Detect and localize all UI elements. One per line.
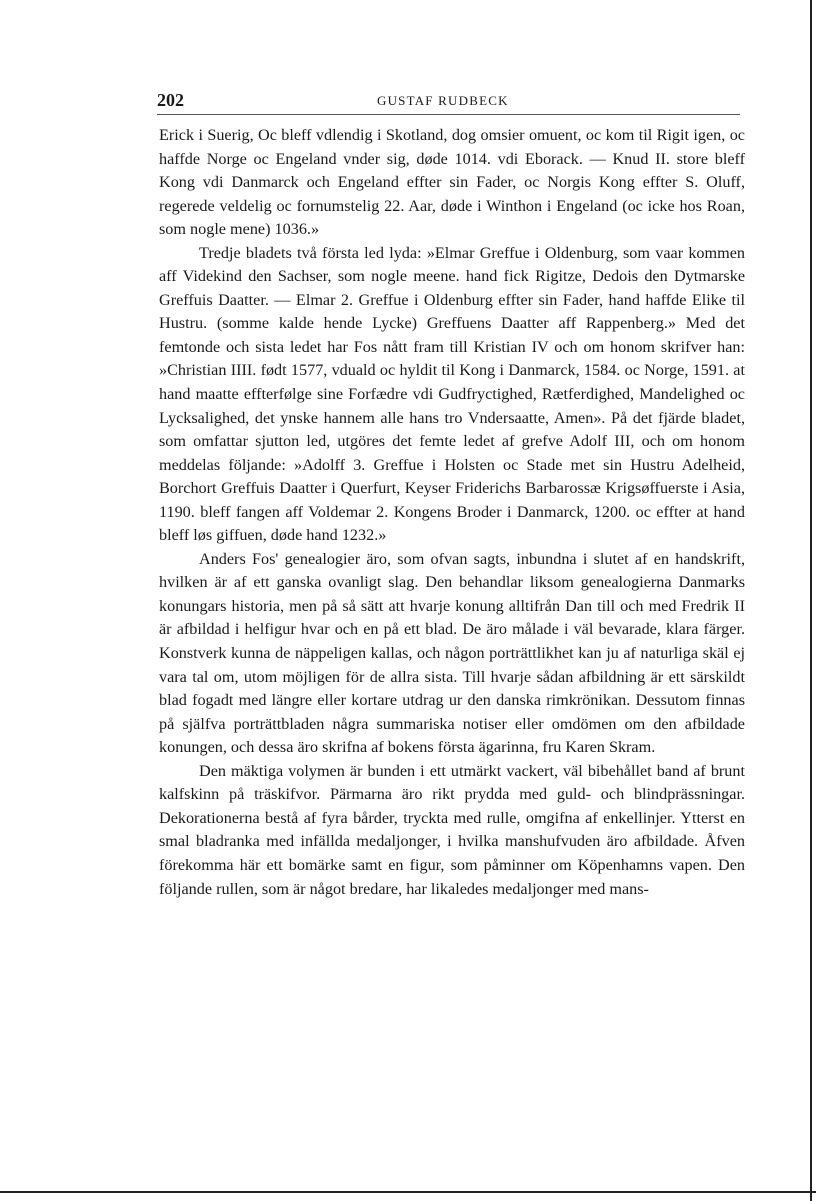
paragraph-3: Anders Fos' genealogier äro, som ofvan sagts, inbundna i slutet af en handskrift, hvilken är af ett ganska ovanligt slag. Den behandlar liksom genealogierna Danmarks konungars historia, men på så sätt att hvarje konung alltifrån Dan till och med Fredrik II är afbildad i helfigur hvar och en på ett blad. De äro målade i väl bevarade, klara färger. Konstverk kunna de näppeligen kallas, och någon porträttlikhet kan ju af naturliga skäl ej vara tal om, utom möjligen för de allra sista. Till hvarje sådan afbildning är ett särskildt blad fogadt med längre eller kortare utdrag ur den danska rimkrönikan. Dessutom finnas på själfva porträttbladen några summariska notiser eller omdömen om den afbildade konungen, och dessa äro skrifna af bokens första ägarinna, fru Karen Skram. (159, 549, 745, 757)
page-number: 202 (157, 90, 184, 110)
body-text (159, 124, 745, 901)
page-edge-right (810, 0, 812, 1201)
page-header (157, 90, 740, 115)
paragraph-1: Erick i Suerig, Oc bleff vdlendig i Skotland, dog omsier omuent, oc kom til Rigit igen, oc haffde Norge oc Engeland vnder sig, døde 1014. vdi Eborack. — Knud II. store bleff Kong vdi Danmarck och Engeland effter sin Fader, oc Norgis Kong effter S. Oluff, regerede veldelig oc fornumstelig 22. Aar, døde i Winthon i Engeland (oc icke hos Roan, som nogle mene) 1036.» (159, 126, 745, 239)
page-edge-bottom (0, 1191, 816, 1193)
paragraph-4: Den mäktiga volymen är bunden i ett utmärkt vackert, väl bibehållet band af brunt kalfskinn på träskifvor. Pärmarna äro rikt prydda med guld- och blindprässningar. Dekorationerna bestå af fyra bårder, tryckta med rulle, omgifna af enkellinjer. Ytterst en smal bladranka med infällda medaljonger, i hvilka manshufvuden äro afbildade. Åfven förekomma här ett bomärke samt en figur, som påminner om Köpenhamns vapen. Den följande rullen, som är något bredare, har likaledes medaljonger med mans- (159, 761, 745, 898)
paragraph-2: Tredje bladets två första led lyda: »Elmar Greffue i Oldenburg, som vaar kommen aff Videkind den Sachser, som nogle meene. hand fick Rigitze, Dedois den Dytmarske Greffuis Daatter. — Elmar 2. Greffue i Oldenburg effter sin Fader, hand haffde Elike til Hustru. (somme kalde hende Lycke) Greffuens Daatter aff Rappenberg.» Med det femtonde och sista ledet har Fos nått fram till Kristian IV och om honom skrifver han: »Christian IIII. født 1577, vduald oc hyldit til Kong i Danmarck, 1584. oc Norge, 1591. at hand maatte effterfølge sine Forfædre vdi Gudfryctighed, Rætferdighed, Mandelighed oc Lycksalighed, det ynske hannem alle hans tro Vndersaatte, Amen». På det fjärde bladet, som omfattar sjutton led, utgöres det femte ledet af grefve Adolf III, och om honom meddelas följande: »Adolff 3. Greffue i Holsten oc Stade met sin Hustru Adelheid, Borchort Greffuis Daatter i Querfurt, Keyser Friderichs Barbarossæ Krigsøffuerste i Asia, 1190. bleff fangen aff Voldemar 2. Kongens Broder i Danmarck, 1200. oc effter at hand bleff løs giffuen, døde hand 1232.» (159, 243, 745, 545)
running-head: GUSTAF RUDBECK (377, 93, 509, 108)
